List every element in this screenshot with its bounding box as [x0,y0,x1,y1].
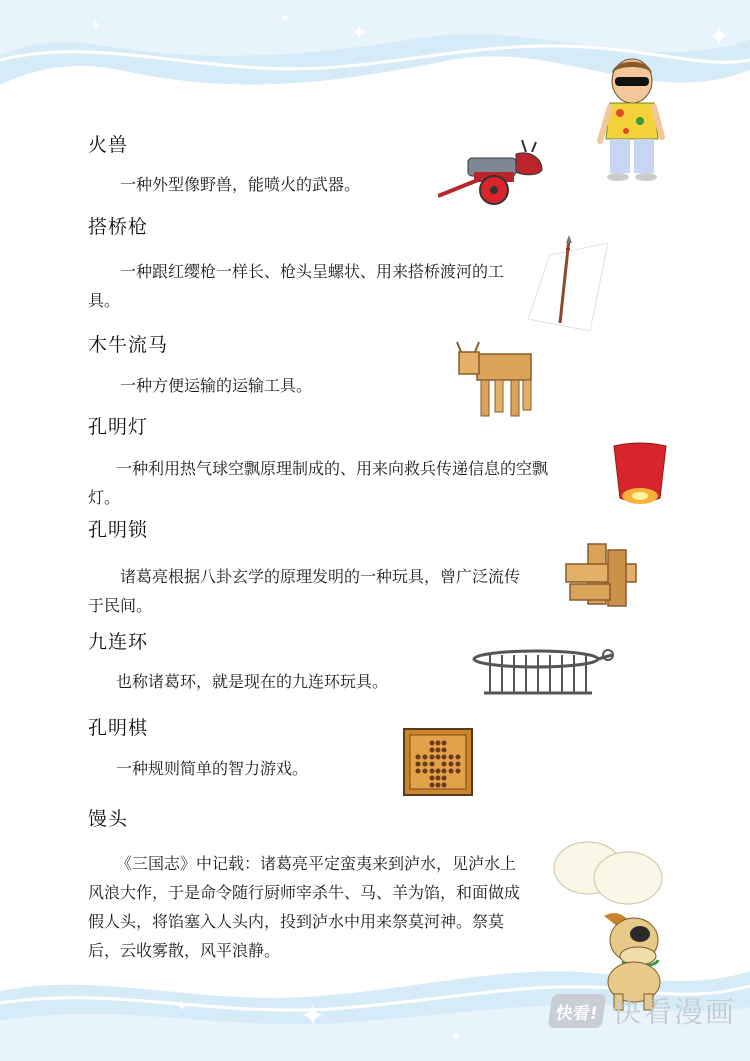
fire-beast-cart-illustration [438,140,546,210]
entry-kongming-lantern [88,412,548,512]
entry-description-line: 后，云收雾散，风平浪静。 [88,941,281,960]
entry-title: 孔明锁 [88,519,149,541]
svg-text:✦: ✦ [175,996,189,1015]
entry-title: 九连环 [88,631,149,653]
svg-text:✦: ✦ [350,21,369,46]
entry-description-line: 具。 [88,291,121,310]
wooden-ox-illustration [455,340,543,420]
entry-nine-linked-rings [88,627,388,696]
svg-text:✦: ✦ [450,1029,462,1045]
svg-text:✦: ✦ [90,18,102,34]
watermark-text: 快看漫画 [611,995,736,1029]
entry-title: 搭桥枪 [88,216,149,238]
entry-fire-beast [88,130,360,199]
nine-linked-rings-illustration [470,645,616,701]
entry-description-line: 诸葛亮根据八卦玄学的原理发明的一种玩具，曾广泛流传 [120,567,521,586]
entry-title: 木牛流马 [88,334,169,356]
entry-description-line: 于民间。 [88,596,153,615]
entry-title: 馒头 [88,808,129,830]
entry-description-line: 《三国志》中记载：诸葛亮平定蛮夷来到泸水，见泸水上 [116,854,517,873]
entry-kongming-lock [88,515,520,620]
entry-title: 火兽 [88,134,129,156]
sunglasses-man-illustration [596,55,666,183]
entry-steamed-bun [88,804,520,965]
entry-description-line: 灯。 [88,488,121,507]
svg-text:✦: ✦ [708,22,730,52]
entry-description: 一种方便运输的运输工具。 [120,376,313,395]
bridge-spear-illustration [520,235,610,335]
kongming-chess-board-illustration [403,728,473,796]
entry-bridge-spear [88,212,504,315]
entry-description-line: 风浪大作，于是命令随行厨师宰杀牛、马、羊为馅，和面做成 [88,883,521,902]
entry-description: 一种规则简单的智力游戏。 [116,759,309,778]
entry-description: 一种外型像野兽，能喷火的武器。 [120,175,361,194]
steamed-buns-illustration [552,836,664,906]
watermark-logo: 快看! [548,994,607,1028]
entry-description-line: 一种跟红缨枪一样长、枪头呈螺状、用来搭桥渡河的工 [120,262,505,281]
entry-kongming-chess [88,713,308,783]
svg-text:✦: ✦ [300,999,326,1034]
entry-wooden-ox [88,330,312,400]
kongming-lock-illustration [560,540,642,612]
entry-description: 也称诸葛环，就是现在的九连环玩具。 [116,672,389,691]
svg-text:✦: ✦ [280,11,291,25]
entry-title: 孔明灯 [88,416,149,438]
entry-title: 孔明棋 [88,717,149,739]
entry-description-line: 一种利用热气球空飘原理制成的、用来向救兵传递信息的空飘 [116,459,549,478]
kuaikan-watermark [550,990,736,1031]
entry-description-line: 假人头，将馅塞入人头内，投到泸水中用来祭莫河神。祭莫 [88,912,505,931]
kongming-lantern-illustration [608,440,672,510]
